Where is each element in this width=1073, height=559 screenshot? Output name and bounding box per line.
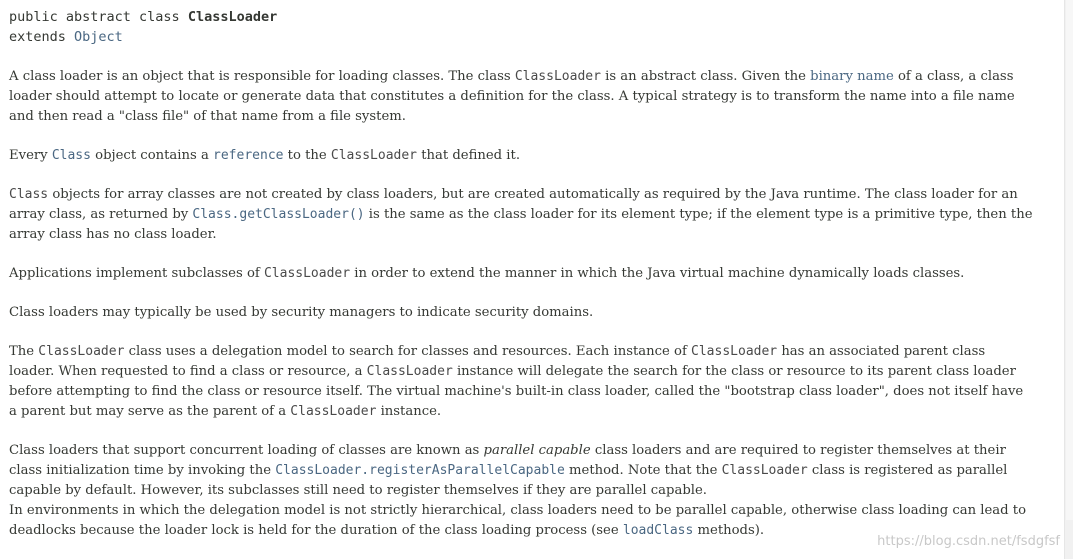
text: Applications implement subclasses of bbox=[9, 266, 264, 281]
text: Class loaders may typically be used by security managers to indicate security domains. bbox=[9, 305, 594, 320]
text: to the bbox=[283, 148, 331, 163]
text: object contains a bbox=[90, 148, 214, 163]
description-paragraph-5 bbox=[9, 303, 1033, 323]
parallel-capable-term: parallel capable bbox=[483, 443, 591, 458]
class-signature bbox=[9, 7, 1033, 47]
class-name: ClassLoader bbox=[187, 9, 278, 25]
code-classloader: ClassLoader bbox=[290, 404, 377, 419]
vertical-scrollbar[interactable] bbox=[1064, 0, 1073, 559]
class-link[interactable]: Class bbox=[51, 148, 91, 163]
text: is the same as the class loader for its element type; if the element type is a primitive type, then the array class has no class loader. bbox=[9, 207, 1033, 242]
code-classloader: ClassLoader bbox=[330, 148, 417, 163]
binary-name-link[interactable]: binary name bbox=[810, 69, 894, 84]
text: that defined it. bbox=[417, 148, 521, 163]
code-classloader: ClassLoader bbox=[263, 266, 351, 281]
superclass-link[interactable]: Object bbox=[74, 29, 123, 45]
description-paragraph-3 bbox=[9, 185, 1033, 245]
text: method. Note that the bbox=[564, 463, 722, 478]
text: class loaders and are required to register themselves at their class initialization time by invoking the bbox=[9, 443, 1006, 478]
code-class: Class bbox=[9, 187, 49, 202]
text: The bbox=[9, 344, 39, 359]
text: A class loader is an object that is responsible for loading classes. The class bbox=[9, 69, 515, 84]
text: has an associated parent class loader. When requested to find a class or resource, a bbox=[9, 344, 986, 379]
signature-modifiers: public abstract class bbox=[9, 9, 188, 25]
code-classloader: ClassLoader bbox=[514, 69, 601, 84]
load-class-link[interactable]: loadClass bbox=[622, 523, 694, 538]
code-classloader: ClassLoader bbox=[38, 344, 125, 359]
register-as-parallel-capable-link[interactable]: ClassLoader.registerAsParallelCapable bbox=[275, 463, 565, 478]
scrollbar-thumb[interactable] bbox=[1066, 0, 1073, 520]
text: methods). bbox=[693, 523, 765, 538]
text: In environments in which the delegation model is not strictly hierarchical, class loaders need to be parallel capable, otherwise class loading can lead to deadlocks because the loader lock is held for the duration of the class loading process (see bbox=[9, 503, 1027, 538]
description-paragraph-6 bbox=[9, 342, 1033, 422]
text: is an abstract class. Given the bbox=[600, 69, 811, 84]
text: class uses a delegation model to search for classes and resources. Each instance of bbox=[124, 344, 692, 359]
text: Every bbox=[9, 148, 52, 163]
text: in order to extend the manner in which the Java virtual machine dynamically loads classes. bbox=[350, 266, 965, 281]
text: class is registered as parallel capable by default. However, its subclasses still need to register themselves if they are parallel capable. bbox=[9, 463, 1008, 498]
description-paragraph-1 bbox=[9, 67, 1033, 127]
description-paragraph-4 bbox=[9, 264, 1033, 284]
text: objects for array classes are not created by class loaders, but are created automatically as required by the Java runtime. The class loader for an array class, as returned by bbox=[9, 187, 1018, 222]
code-classloader: ClassLoader bbox=[721, 463, 808, 478]
code-classloader: ClassLoader bbox=[366, 364, 453, 379]
extends-keyword: extends bbox=[9, 29, 75, 45]
text: of a class, a class loader should attempt to locate or generate data that constitutes a definition for the class. A typical strategy is to transform the name into a file name and then read a "class file" of that name from a file system. bbox=[9, 69, 1015, 124]
description-paragraph-2 bbox=[9, 146, 1033, 166]
text: Class loaders that support concurrent loading of classes are known as bbox=[9, 443, 484, 458]
text: instance. bbox=[376, 404, 442, 419]
get-class-loader-link[interactable]: Class.getClassLoader() bbox=[192, 207, 365, 222]
text: instance will delegate the search for the class or resource to its parent class loader before attempting to find the class or resource itself. The virtual machine's built-in class loader, called the "bootstrap class loader", does not itself have a parent but may serve as the parent of a bbox=[9, 364, 1024, 419]
description-paragraph-7 bbox=[9, 441, 1033, 501]
code-classloader: ClassLoader bbox=[691, 344, 778, 359]
watermark: https://blog.csdn.net/fsdgfsf bbox=[877, 534, 1060, 549]
reference-link[interactable]: reference bbox=[213, 148, 284, 163]
class-description bbox=[9, 67, 1033, 541]
